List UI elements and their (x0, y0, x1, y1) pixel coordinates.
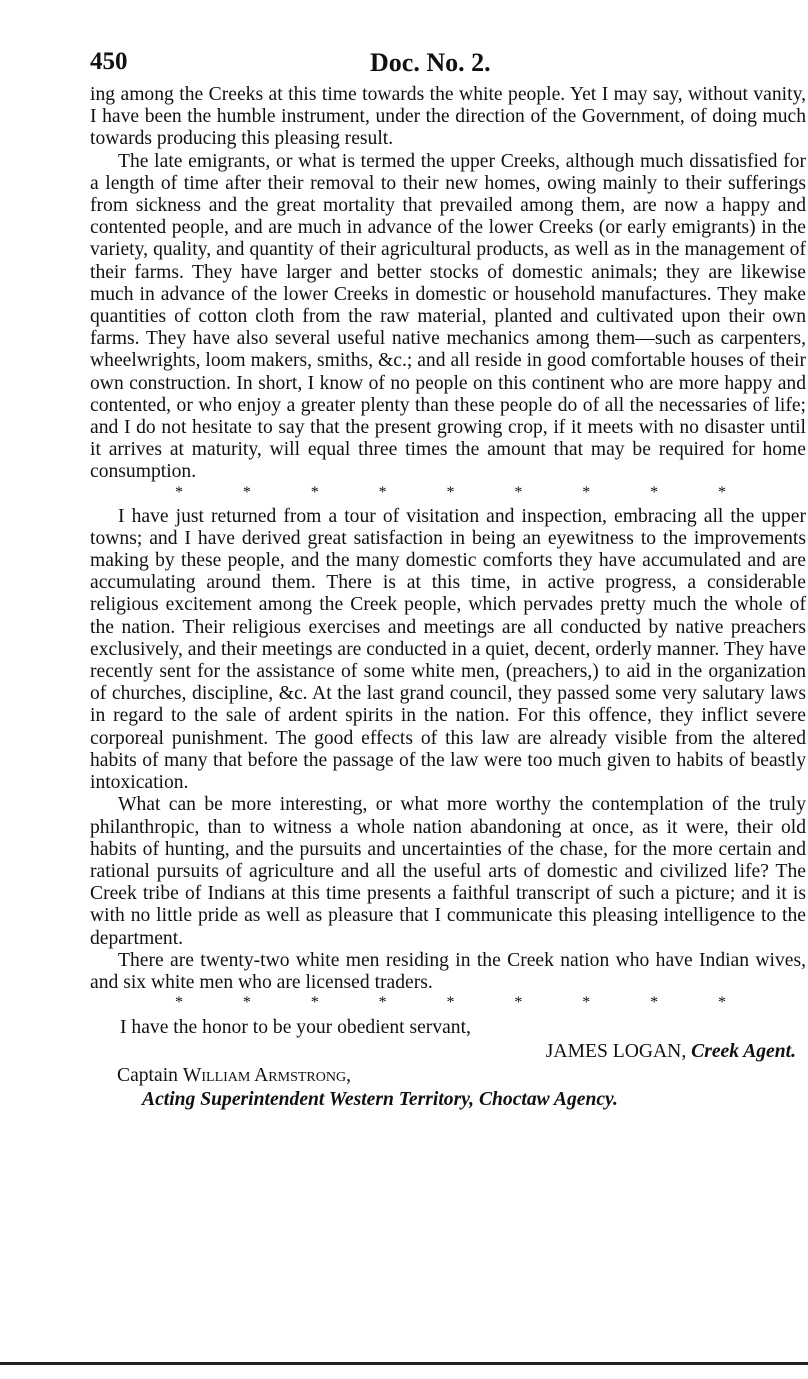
paragraph-philanthropic: What can be more interesting, or what more worthy the contemplation of the truly philanthropic, than to witness a whole nation abandoning at once, as it were, their old habits of hunting, and the pursuits and uncertainties of the chase, for the more certain and rational pursuits of agriculture and all the useful arts of domestic and civilized life? The Creek tribe of Indians at this time presents a faithful transcript of such a picture; and it is with no little pride as well as pleasure that I communicate this pleasing intelligence to the department. (90, 794, 806, 949)
salutation: I have the honor to be your obedient servant, (120, 1017, 471, 1039)
page-header (90, 40, 806, 84)
signer-name: JAMES LOGAN, (545, 1041, 687, 1063)
addressee-name: William Armstrong, (182, 1065, 351, 1087)
paragraph-upper-creeks: The late emigrants, or what is termed the upper Creeks, although much dissatisfied for a length of time after their removal to their new homes, owing mainly to their sufferings from sickness and the great mortality that prevailed among them, are now a happy and contented people, and are much in advance of the lower Creeks (or early emigrants) in the variety, quality, and quantity of their agricultural products, as well as in the management of their farms. They have larger and better stocks of domestic animals; they are likewise much in advance of the lower Creeks in domestic or household manufactures. They make quantities of cotton cloth from the raw material, planted and cultivated upon their own farms. They have also several useful native mechanics among them—such as carpenters, wheelwrights, loom makers, smiths, &c.; and all reside in good comfortable houses of their own construction. In short, I know of no people on this continent who are more happy and contented, or who enjoy a greater plenty than these people do of all the necessaries of life; and I do not hesitate to say that the present growing crop, if it meets with no disaster until it arrives at maturity, will equal three times the amount that may be required for home consumption. (90, 150, 806, 483)
paragraph-white-men: There are twenty-two white men residing in the Creek nation who have Indian wives, and six white men who are licensed traders. (90, 949, 806, 993)
separator-stars: * * * * * * * * * (175, 483, 726, 501)
document-page (90, 40, 806, 1112)
signature-line (90, 1040, 806, 1064)
addressee-line (90, 1064, 806, 1088)
separator-stars-2: * * * * * * * * * (175, 994, 726, 1012)
closing-block (90, 1016, 806, 1112)
addressee-title: Acting Superintendent Western Territory, Choctaw Agency. (142, 1089, 618, 1111)
paragraph-continuation: ing among the Creeks at this time towards the white people. Yet I may say, without vanity, I have been the humble instrument, under the direction of the Government, of doing much towards producing this pleasing result. (90, 84, 806, 150)
page-bottom-rule (0, 1362, 808, 1365)
page-number: 450 (90, 48, 128, 75)
document-body (90, 84, 806, 1012)
addressee-prefix: Captain (117, 1065, 178, 1087)
paragraph-visitation: I have just returned from a tour of visitation and inspection, embracing all the upper towns; and I have derived great satisfaction in being an eyewitness to the improvements making by these people, and the many domestic comforts they have accumulated and are accumulating around them. There is at this time, in active progress, a considerable religious excitement among the Creek people, which pervades pretty much the whole of the nation. Their religious exercises and meetings are all conducted by native preachers exclusively, and their meetings are conducted in a quiet, decent, orderly manner. They have recently sent for the assistance of some white men, (preachers,) to aid in the organization of churches, discipline, &c. At the last grand council, they passed some very salutary laws in regard to the sale of ardent spirits in the nation. For this offence, they inflict severe corporeal punishment. The good effects of this law are already visible from the altered habits of many that before the passage of the law were too much given to habits of beastly intoxication. (90, 505, 806, 794)
signer-title: Creek Agent. (691, 1041, 796, 1063)
doc-title: Doc. No. 2. (370, 48, 491, 77)
